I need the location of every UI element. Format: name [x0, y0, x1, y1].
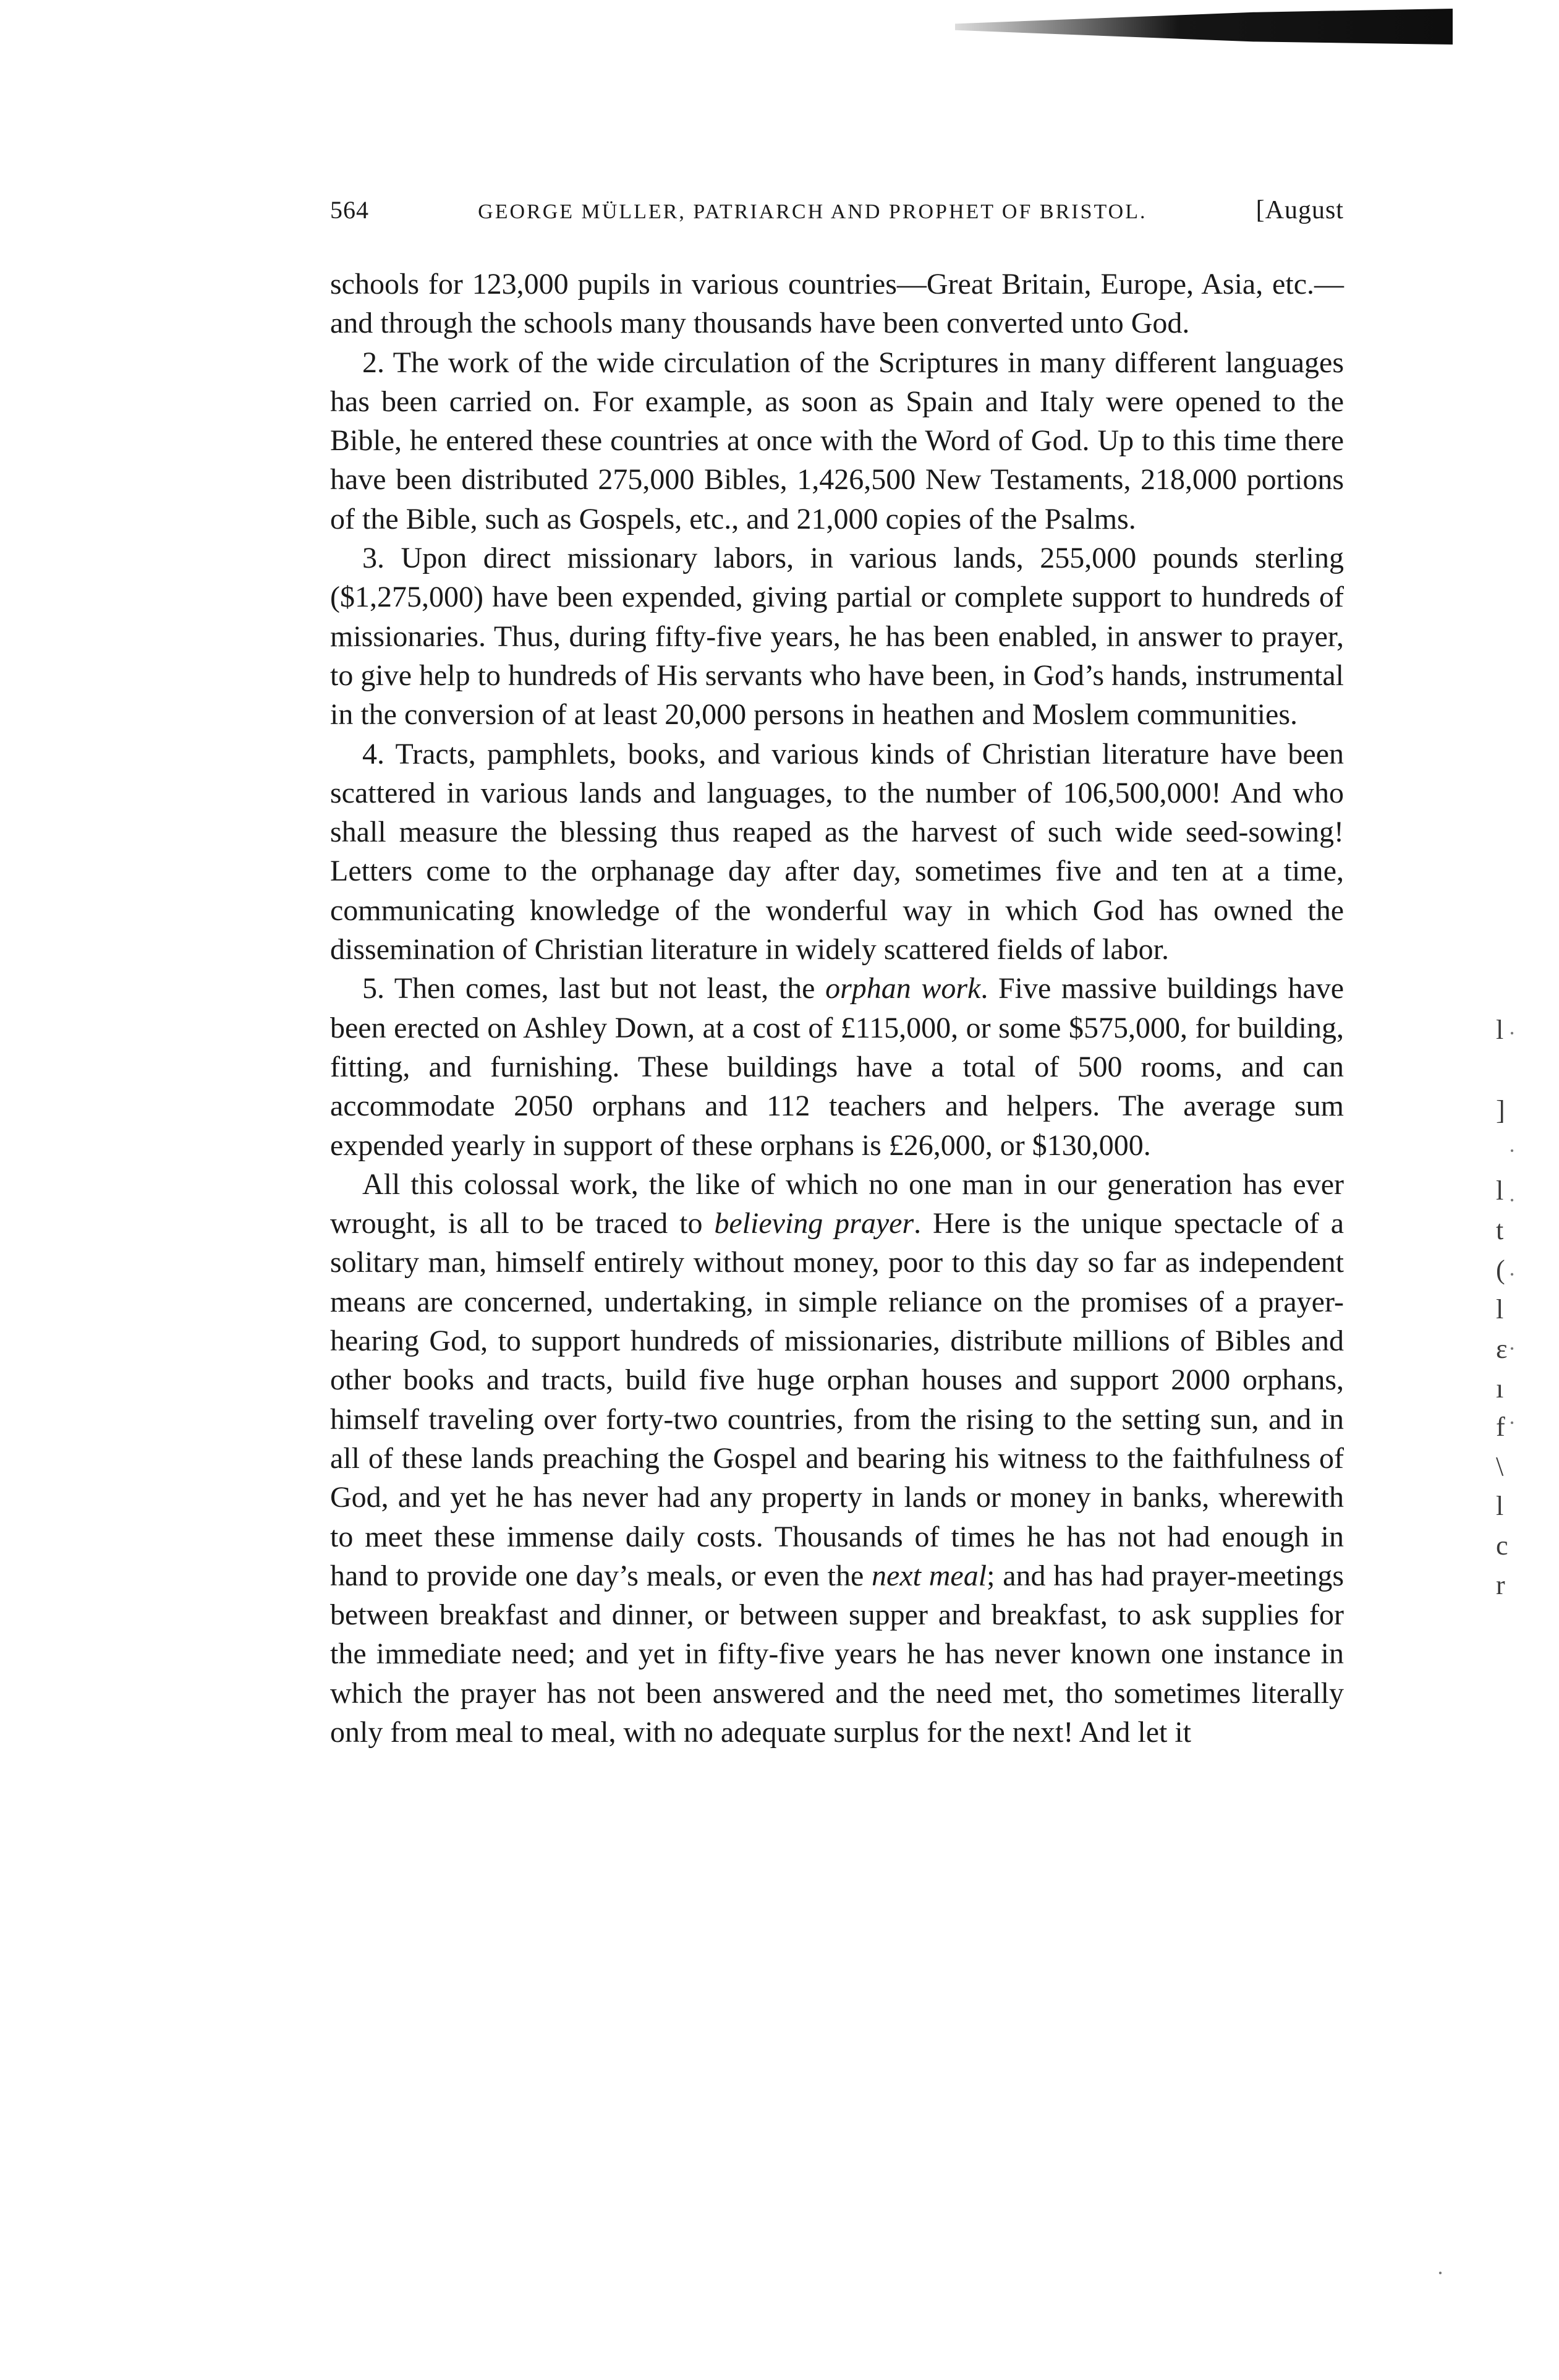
paragraph-scriptures	[330, 343, 1344, 539]
edge-speck: ·	[1508, 1262, 1516, 1287]
margin-fragment: l	[1496, 1491, 1504, 1521]
text-run: All this colossal work, the like of which no one man in our generation has ever wrought, is all to be traced to	[330, 1167, 1344, 1240]
running-title: GEORGE MÜLLER, PATRIARCH AND PROPHET OF BRISTOL.	[478, 200, 1147, 223]
text-run: . Here is the unique spectacle of a solitary man, himself entirely without money, poor to this day so far as independent means are concerned, undertaking, in simple reliance on the promises of a prayer-hearing God, to support hundreds of missionaries, distribute millions of Bibles and other books and tracts, build five huge orphan houses and support 2000 orphans, himself traveling over forty-two countries, from the rising to the setting sun, and in all of these lands preaching the Gospel and bearing his witness to the faithfulness of God, and yet he has never had any property in lands or money in banks, wherewith to meet these immense daily costs. Thousands of times he has not had enough in hand to provide one day’s meals, or even the	[330, 1207, 1344, 1592]
book-page	[330, 195, 1344, 1752]
paragraph-orphan-work	[330, 969, 1344, 1164]
margin-fragment: l	[1496, 1175, 1504, 1206]
margin-fragment: ]	[1496, 1095, 1505, 1125]
margin-fragment: ɛ	[1496, 1334, 1508, 1364]
paragraph-schools	[330, 265, 1344, 343]
running-head	[330, 195, 1344, 232]
italic-phrase: next meal	[872, 1559, 987, 1592]
margin-fragment: \	[1496, 1451, 1504, 1482]
running-month: [August	[1255, 196, 1344, 224]
margin-fragment: r	[1496, 1570, 1505, 1600]
edge-speck: ·	[1508, 1138, 1516, 1163]
margin-fragment: f	[1496, 1412, 1505, 1442]
text-run: . Five massive buildings have been erected on Ashley Down, at a cost of £115,000, or some $575,000, for building, fitting, and furnishing. These buildings have a total of 500 rooms, and can accommodate 2050 orphans and 112 teachers and helpers. The average sum expended yearly in support of these orphans is £26,000, or $130,000.	[330, 972, 1344, 1162]
margin-fragment: (	[1496, 1255, 1505, 1285]
text-run: schools for 123,000 pupils in various countries—Great Britain, Europe, Asia, etc.—and through the schools many thousands have been converted unto God.	[330, 268, 1344, 340]
margin-fragment: ı	[1496, 1373, 1504, 1404]
margin-fragment: l	[1496, 1015, 1504, 1045]
body-text	[330, 265, 1344, 1752]
margin-fragment: t	[1496, 1215, 1504, 1245]
text-run: 3. Upon direct missionary labors, in various lands, 255,000 pounds sterling ($1,275,000) have been expended, giving partial or complete support to hundreds of missionaries. Thus, during fifty-five years, he has been enabled, in answer to prayer, to give help to hundreds of His servants who have been, in God’s hands, instrumental in the conversion of at least 20,000 persons in heathen and Moslem communities.	[330, 542, 1344, 731]
edge-speck: ·	[1508, 1021, 1516, 1046]
text-run: 5. Then comes, last but not least, the	[362, 972, 826, 1005]
paragraph-believing-prayer	[330, 1165, 1344, 1752]
italic-phrase: orphan work	[825, 972, 981, 1005]
page-number: 564	[330, 196, 369, 224]
edge-speck: ·	[1437, 2261, 1444, 2285]
paragraph-tracts	[330, 735, 1344, 970]
edge-speck: ·	[1508, 1336, 1516, 1361]
scan-edge-shadow	[955, 9, 1453, 45]
edge-speck: ·	[1508, 1410, 1516, 1435]
text-run: 4. Tracts, pamphlets, books, and various kinds of Christian literature have been scattered in various lands and languages, to the number of 106,500,000! And who shall measure the blessing thus reaped as the harvest of such wide seed-sowing! Letters come to the orphanage day after day, sometimes five and ten at a time, communicating knowledge of the wonderful way in which God has owned the dissemination of Christian literature in widely scattered fields of labor.	[330, 737, 1344, 966]
margin-fragment: c	[1496, 1530, 1508, 1561]
edge-speck: ·	[1508, 1188, 1516, 1213]
text-run: 2. The work of the wide circulation of the Scriptures in many different languages has been carried on. For example, as soon as Spain and Italy were opened to the Bible, he entered these countries at once with the Word of God. Up to this time there have been distributed 275,000 Bibles, 1,426,500 New Testaments, 218,000 portions of the Bible, such as Gospels, etc., and 21,000 copies of the Psalms.	[330, 346, 1344, 535]
text-run: ; and has had prayer-meetings between breakfast and dinner, or between supper and breakfast, to ask supplies for the immediate need; and yet in fifty-five years he has never known one instance in which the prayer has not been answered and the need met, tho sometimes literally only from meal to meal, with no adequate surplus for the next! And let it	[330, 1559, 1344, 1749]
margin-fragment: l	[1496, 1294, 1504, 1324]
paragraph-missionary-labors	[330, 539, 1344, 734]
italic-phrase: believing prayer	[714, 1207, 914, 1240]
